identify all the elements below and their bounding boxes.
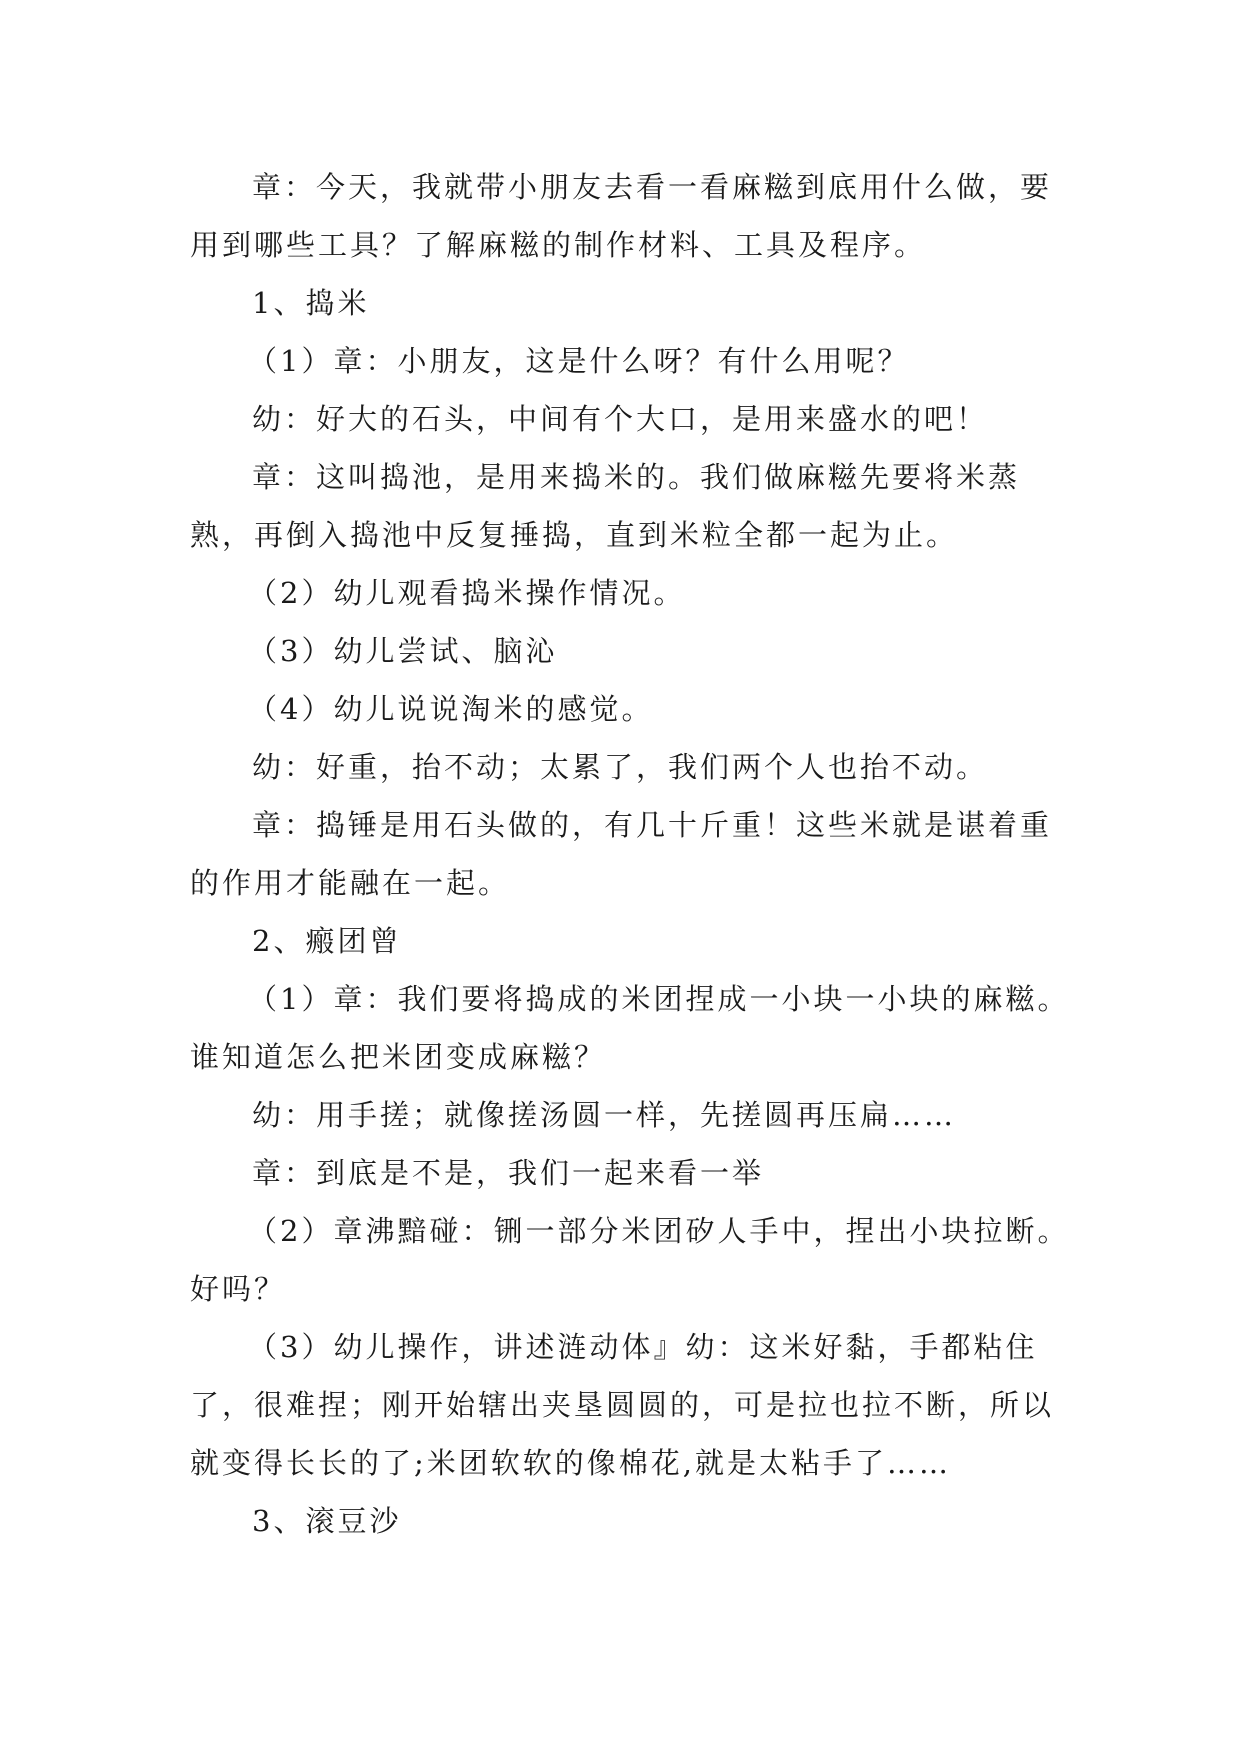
paragraph: 章：到底是不是，我们一起来看一举 (252, 1156, 765, 1190)
paragraph: （1）章：小朋友，这是什么呀？有什么用呢？ (248, 344, 910, 378)
paragraph: （1）章：我们要将捣成的米团捏成一小块一小块的麻糍。谁知道怎么把米团变成麻糍？ (190, 982, 1070, 1074)
paragraph: 章：这叫捣池，是用来捣米的。我们做麻糍先要将米蒸熟，再倒入捣池中反复捶捣，直到米粒全都一起为止。 (190, 460, 1021, 552)
paragraph: （2）幼儿观看捣米操作情况。 (248, 576, 686, 610)
paragraph: 幼：用手搓；就像搓汤圆一样，先搓圆再压扁…… (252, 1098, 957, 1132)
paragraph: 幼：好重，抬不动；太累了，我们两个人也抬不动。 (252, 750, 989, 784)
paragraph: （3）幼儿尝试、脑沁 (248, 634, 558, 668)
section-heading: 2、瘢团曾 (252, 924, 402, 958)
section-heading: 1、捣米 (252, 286, 370, 320)
paragraph: （2）章沸黯碰：铏一部分米团矽人手中，捏出小块拉断。好吗？ (190, 1214, 1070, 1306)
paragraph: 章：捣锤是用石头做的，有几十斤重！这些米就是谌着重的作用才能融在一起。 (190, 808, 1053, 900)
paragraph: （3）幼儿操作，讲述涟动体』幼：这米好黏，手都粘住了，很难捏；刚开始辖出夹垦圆圆的，可是拉也拉不断，所以就变得长长的了;米团软软的像棉花,就是太粘手了…… (190, 1330, 1055, 1480)
section-heading: 3、滚豆沙 (252, 1504, 402, 1538)
paragraph: 章：今天，我就带小朋友去看一看麻糍到底用什么做，要用到哪些工具？了解麻糍的制作材料、工具及程序。 (190, 170, 1053, 262)
paragraph: 幼：好大的石头，中间有个大口，是用来盛水的吧！ (252, 402, 989, 436)
paragraph: （4）幼儿说说淘米的感觉。 (248, 692, 654, 726)
document-body (190, 158, 1070, 1550)
